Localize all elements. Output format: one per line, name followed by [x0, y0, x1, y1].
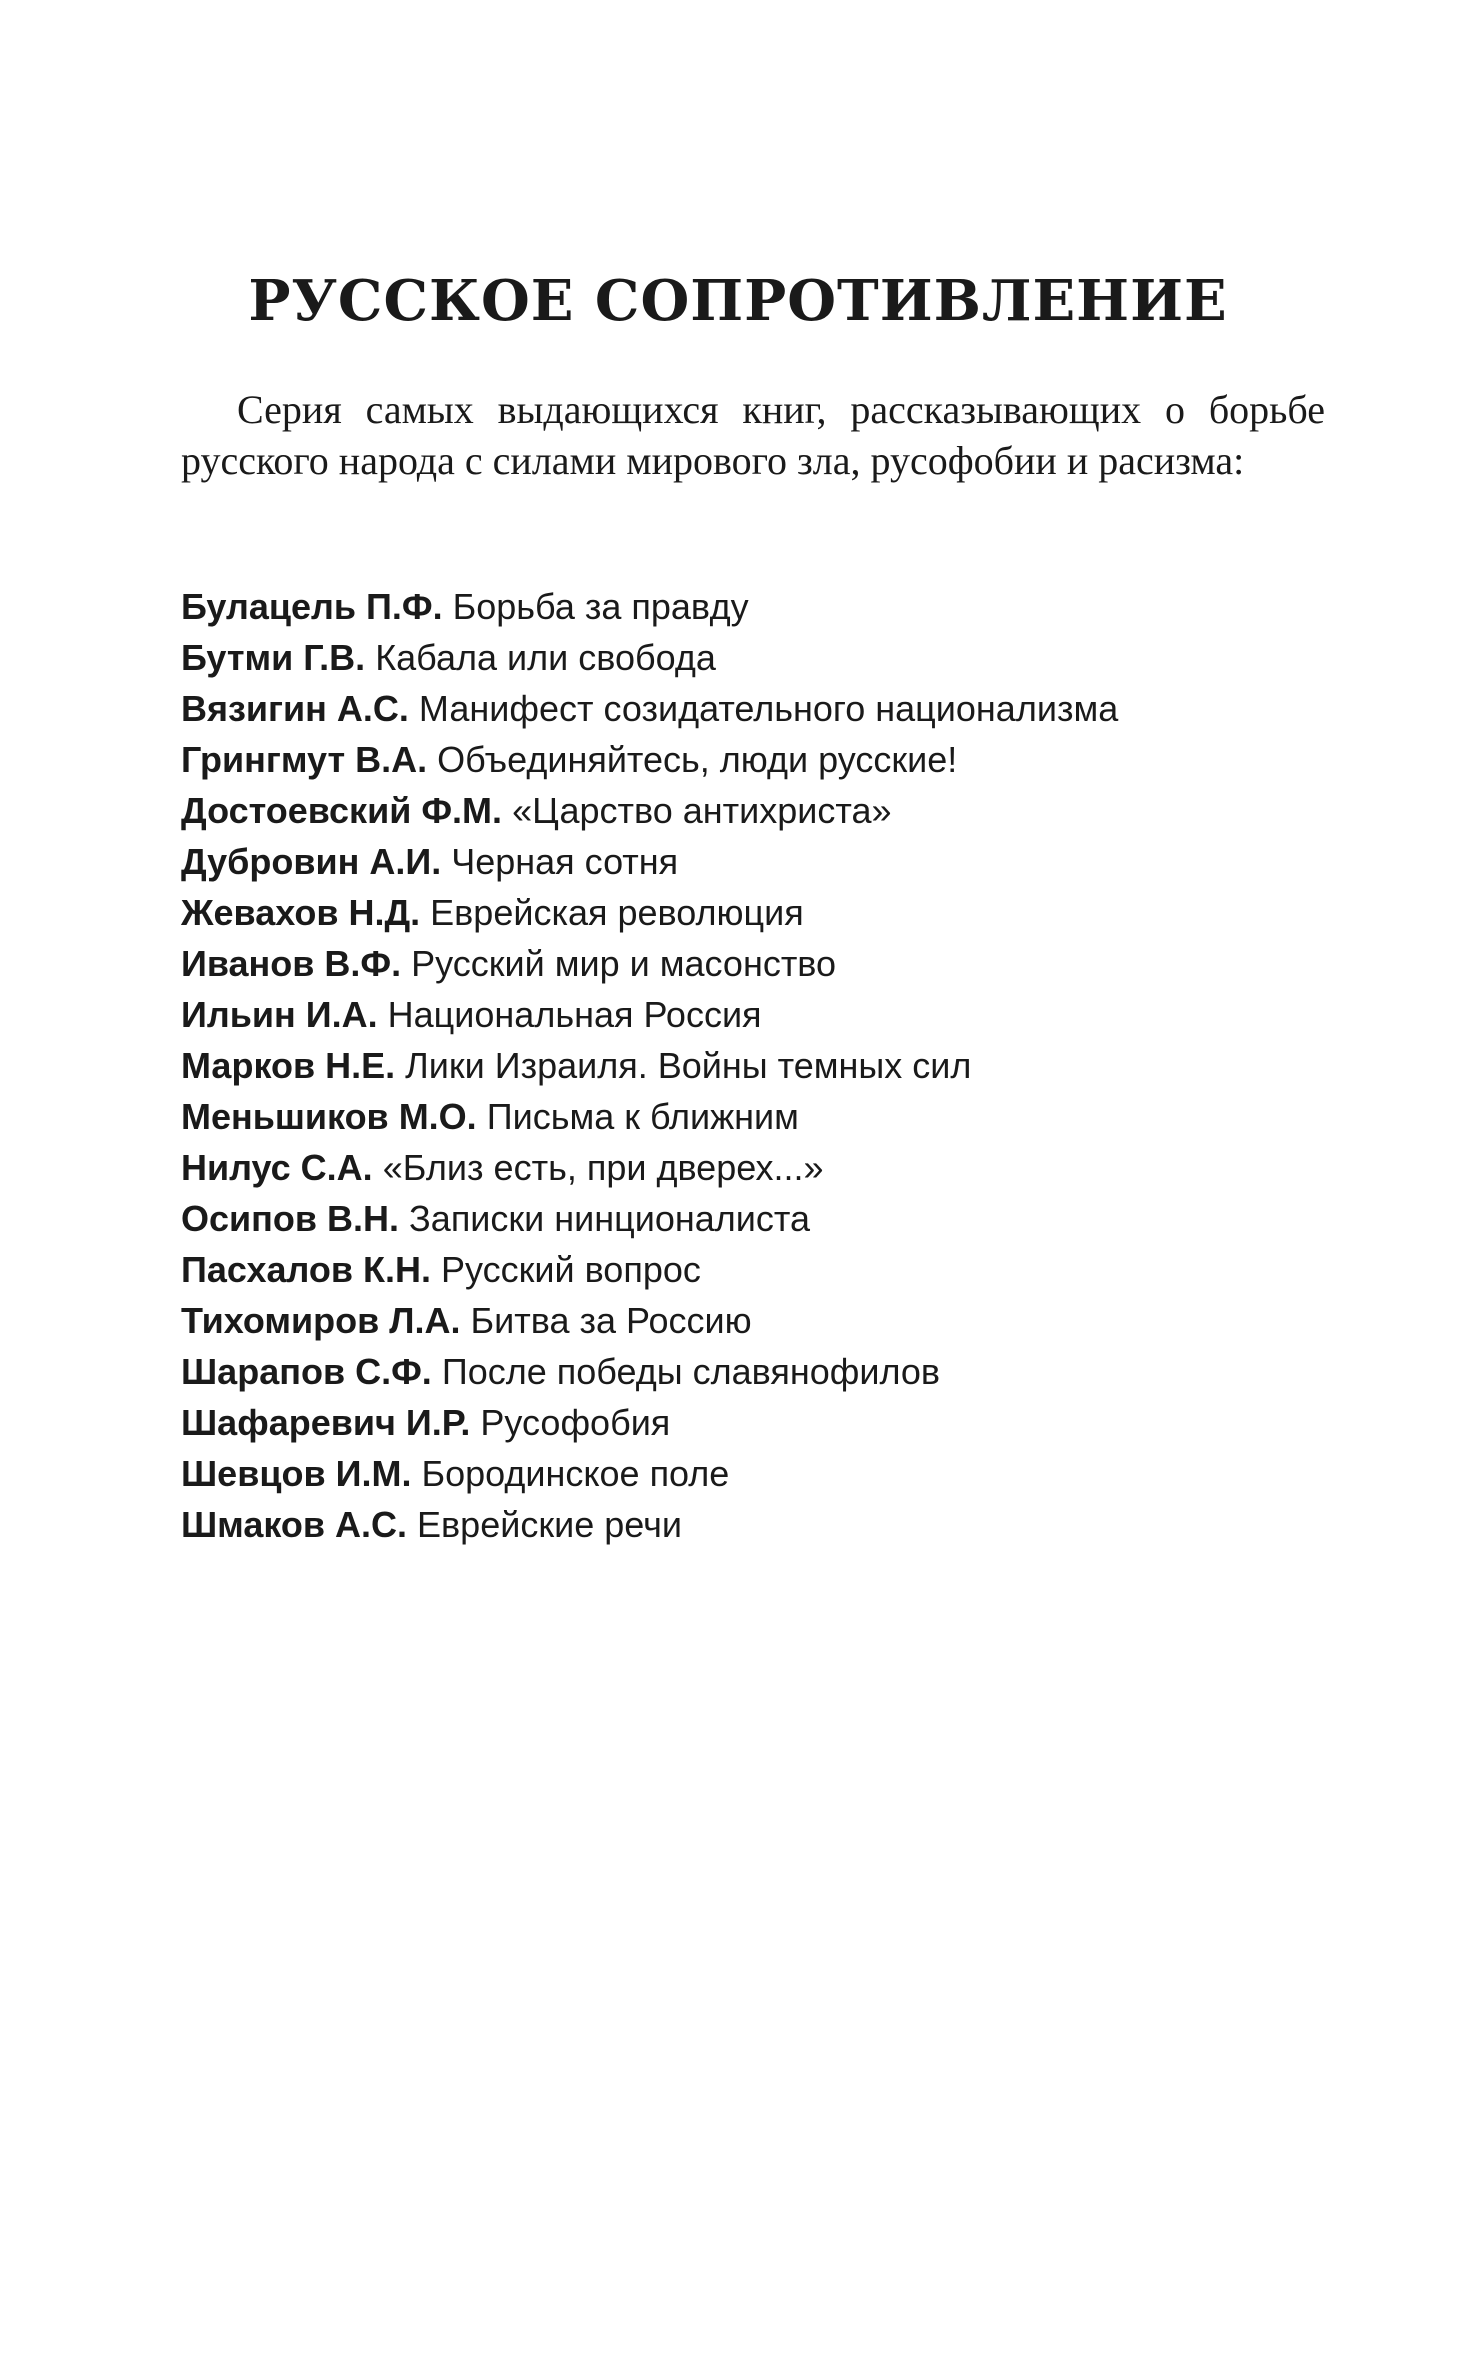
- list-item: [181, 989, 1331, 1040]
- list-item: [181, 632, 1331, 683]
- book-title: Бородинское поле: [421, 1453, 730, 1494]
- book-author: Шарапов С.Ф.: [181, 1351, 432, 1392]
- book-author: Жевахов Н.Д.: [181, 892, 421, 933]
- book-title: После победы славянофилов: [441, 1351, 941, 1392]
- book-author: Шмаков А.С.: [181, 1504, 408, 1545]
- list-item: [181, 1295, 1331, 1346]
- book-title: Русофобия: [480, 1402, 671, 1443]
- book-author: Иванов В.Ф.: [181, 943, 402, 984]
- book-title: «Царство антихриста»: [512, 790, 892, 831]
- list-item: [181, 1346, 1331, 1397]
- book-author: Шафаревич И.Р.: [181, 1402, 471, 1443]
- book-title: Письма к ближним: [486, 1096, 799, 1137]
- book-title: Битва за Россию: [470, 1300, 752, 1341]
- series-title: РУССКОЕ СОПРОТИВЛЕНИЕ: [248, 268, 1228, 334]
- list-item: [181, 1040, 1331, 1091]
- book-author: Тихомиров Л.А.: [181, 1300, 461, 1341]
- list-item: [181, 1448, 1331, 1499]
- book-author: Ильин И.А.: [181, 994, 378, 1035]
- list-item: [181, 734, 1331, 785]
- list-item: [181, 1397, 1331, 1448]
- book-author: Достоевский Ф.М.: [181, 790, 503, 831]
- book-title: Русский вопрос: [441, 1249, 701, 1290]
- book-title: Черная сотня: [451, 841, 679, 882]
- book-author: Грингмут В.А.: [181, 739, 428, 780]
- list-item: [181, 1091, 1331, 1142]
- book-author: Дубровин А.И.: [181, 841, 442, 882]
- list-item: [181, 938, 1331, 989]
- list-item: [181, 1499, 1331, 1550]
- book-title: Кабала или свобода: [375, 637, 716, 678]
- book-title: «Близ есть, при дверех...»: [382, 1147, 824, 1188]
- list-item: [181, 1244, 1331, 1295]
- book-title: Борьба за правду: [452, 586, 749, 627]
- book-title: Манифест созидательного национализма: [418, 688, 1119, 729]
- list-item: [181, 785, 1331, 836]
- book-author: Вязигин А.С.: [181, 688, 409, 729]
- list-item: [181, 836, 1331, 887]
- list-item: [181, 581, 1331, 632]
- book-title: Еврейские речи: [417, 1504, 682, 1545]
- list-item: [181, 683, 1331, 734]
- list-item: [181, 1193, 1331, 1244]
- book-author: Марков Н.Е.: [181, 1045, 396, 1086]
- series-description: Серия самых выдающихся книг, рассказывающих о борьбе русского народа с силами мирового зла, русофобии и расизма:: [181, 387, 1325, 483]
- book-author: Булацель П.Ф.: [181, 586, 443, 627]
- book-list: [181, 581, 1331, 1550]
- book-title: Лики Израиля. Войны темных сил: [405, 1045, 972, 1086]
- list-item: [181, 887, 1331, 938]
- book-author: Осипов В.Н.: [181, 1198, 400, 1239]
- book-title: Записки нинционалиста: [409, 1198, 811, 1239]
- list-item: [181, 1142, 1331, 1193]
- book-author: Бутми Г.В.: [181, 637, 366, 678]
- book-author: Пасхалов К.Н.: [181, 1249, 431, 1290]
- book-title: Еврейская революция: [430, 892, 804, 933]
- book-title: Русский мир и масонство: [411, 943, 837, 984]
- book-title: Объединяйтесь, люди русские!: [437, 739, 958, 780]
- book-title: Национальная Россия: [387, 994, 762, 1035]
- book-author: Меньшиков М.О.: [181, 1096, 477, 1137]
- book-author: Нилус С.А.: [181, 1147, 373, 1188]
- book-author: Шевцов И.М.: [181, 1453, 412, 1494]
